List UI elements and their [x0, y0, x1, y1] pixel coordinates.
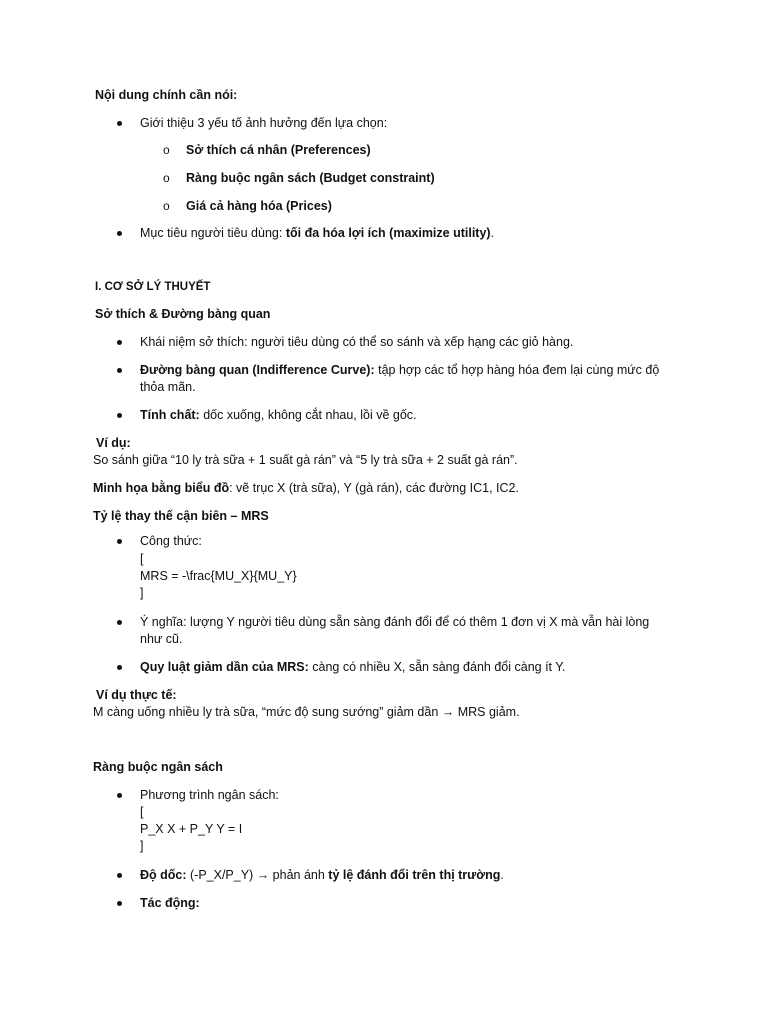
- section-title: I. CƠ SỞ LÝ THUYẾT: [95, 281, 211, 293]
- bullet-icon: [117, 368, 122, 373]
- intro-heading: Nội dung chính cần nói:: [95, 88, 238, 102]
- mrs-formula-label: Công thức:: [140, 534, 202, 548]
- real-example-text: M càng uống nhiều ly trà sữa, “mức độ sung sướng” giảm dần → MRS giảm.: [93, 705, 520, 719]
- ic-definition: tập hợp các tổ hợp hàng hóa đem lại cùng mức độ: [374, 363, 660, 377]
- mrs-law-term: Quy luật giảm dần của MRS:: [140, 660, 309, 674]
- mrs-law: [140, 659, 565, 676]
- bracket-open: [: [140, 552, 144, 566]
- mrs-meaning: Ý nghĩa: lượng Y người tiêu dùng sẵn sàng đánh đổi để có thêm 1 đơn vị X mà vẫn hài lòng: [140, 615, 650, 629]
- ic-term: Đường bàng quan (Indifference Curve):: [140, 363, 375, 377]
- mrs-law-text: càng có nhiều X, sẵn sàng đánh đổi càng ít Y.: [308, 660, 566, 674]
- ic-properties: [140, 407, 417, 424]
- budget-title: Ràng buộc ngân sách: [93, 760, 223, 774]
- bullet-icon: [117, 873, 122, 878]
- indifference-curve-def-cont: thỏa mãn.: [140, 380, 196, 394]
- bullet-icon: [117, 539, 122, 544]
- budget-slope: [140, 867, 504, 884]
- section-subtitle: Sở thích & Đường bàng quan: [95, 307, 271, 321]
- real-example-label: Ví dụ thực tế:: [96, 688, 177, 702]
- bracket-open: [: [140, 805, 144, 819]
- bracket-close: ]: [140, 839, 144, 853]
- intro-item-factors: Giới thiệu 3 yếu tố ảnh hưởng đến lựa chọn:: [140, 116, 388, 130]
- budget-impact: Tác động:: [140, 896, 200, 910]
- bullet-icon: [117, 620, 122, 625]
- bullet-icon: [117, 231, 122, 236]
- bullet-icon: [117, 665, 122, 670]
- intro-sub-budget: Ràng buộc ngân sách (Budget constraint): [186, 171, 435, 185]
- intro-sub-preferences: Sở thích cá nhân (Preferences): [186, 143, 371, 157]
- example-label: Ví dụ:: [96, 436, 131, 450]
- bullet-icon: [117, 121, 122, 126]
- intro-goal-suffix: .: [490, 226, 495, 240]
- slope-emphasis: tỷ lệ đánh đổi trên thị trường: [328, 868, 501, 882]
- illustration-text: : vẽ trục X (trà sữa), Y (gà rán), các đường IC1, IC2.: [229, 481, 519, 495]
- bracket-close: ]: [140, 586, 144, 600]
- budget-eq-label: Phương trình ngân sách:: [140, 788, 279, 802]
- sub-bullet-icon: o: [163, 171, 170, 185]
- preference-concept: Khái niệm sở thích: người tiêu dùng có thể so sánh và xếp hạng các giỏ hàng.: [140, 335, 574, 349]
- slope-end: .: [500, 868, 504, 882]
- mrs-title: Tỷ lệ thay thế cận biên – MRS: [93, 509, 269, 523]
- intro-goal-prefix: Mục tiêu người tiêu dùng:: [140, 226, 286, 240]
- sub-bullet-icon: o: [163, 143, 170, 157]
- properties-text: dốc xuống, không cắt nhau, lồi về gốc.: [199, 408, 417, 422]
- mrs-formula: MRS = -\frac{MU_X}{MU_Y}: [140, 569, 297, 583]
- illustration-term: Minh họa bằng biểu đồ: [93, 481, 230, 495]
- bullet-icon: [117, 413, 122, 418]
- example-text: So sánh giữa “10 ly trà sữa + 1 suất gà rán” và “5 ly trà sữa + 2 suất gà rán”.: [93, 453, 518, 467]
- budget-equation: P_X X + P_Y Y = I: [140, 822, 243, 836]
- mrs-meaning-cont: như cũ.: [140, 632, 183, 646]
- intro-sub-prices: Giá cả hàng hóa (Prices): [186, 199, 332, 213]
- slope-text: (-P_X/P_Y) → phản ánh: [186, 868, 329, 882]
- bullet-icon: [117, 793, 122, 798]
- chart-illustration-note: [93, 480, 519, 497]
- properties-term: Tính chất:: [140, 408, 200, 422]
- bullet-icon: [117, 340, 122, 345]
- intro-item-goal: [140, 225, 494, 242]
- sub-bullet-icon: o: [163, 199, 170, 213]
- indifference-curve-def: [140, 362, 659, 379]
- intro-goal-bold: tối đa hóa lợi ích (maximize utility): [285, 226, 491, 240]
- slope-term: Độ dốc:: [140, 868, 187, 882]
- bullet-icon: [117, 901, 122, 906]
